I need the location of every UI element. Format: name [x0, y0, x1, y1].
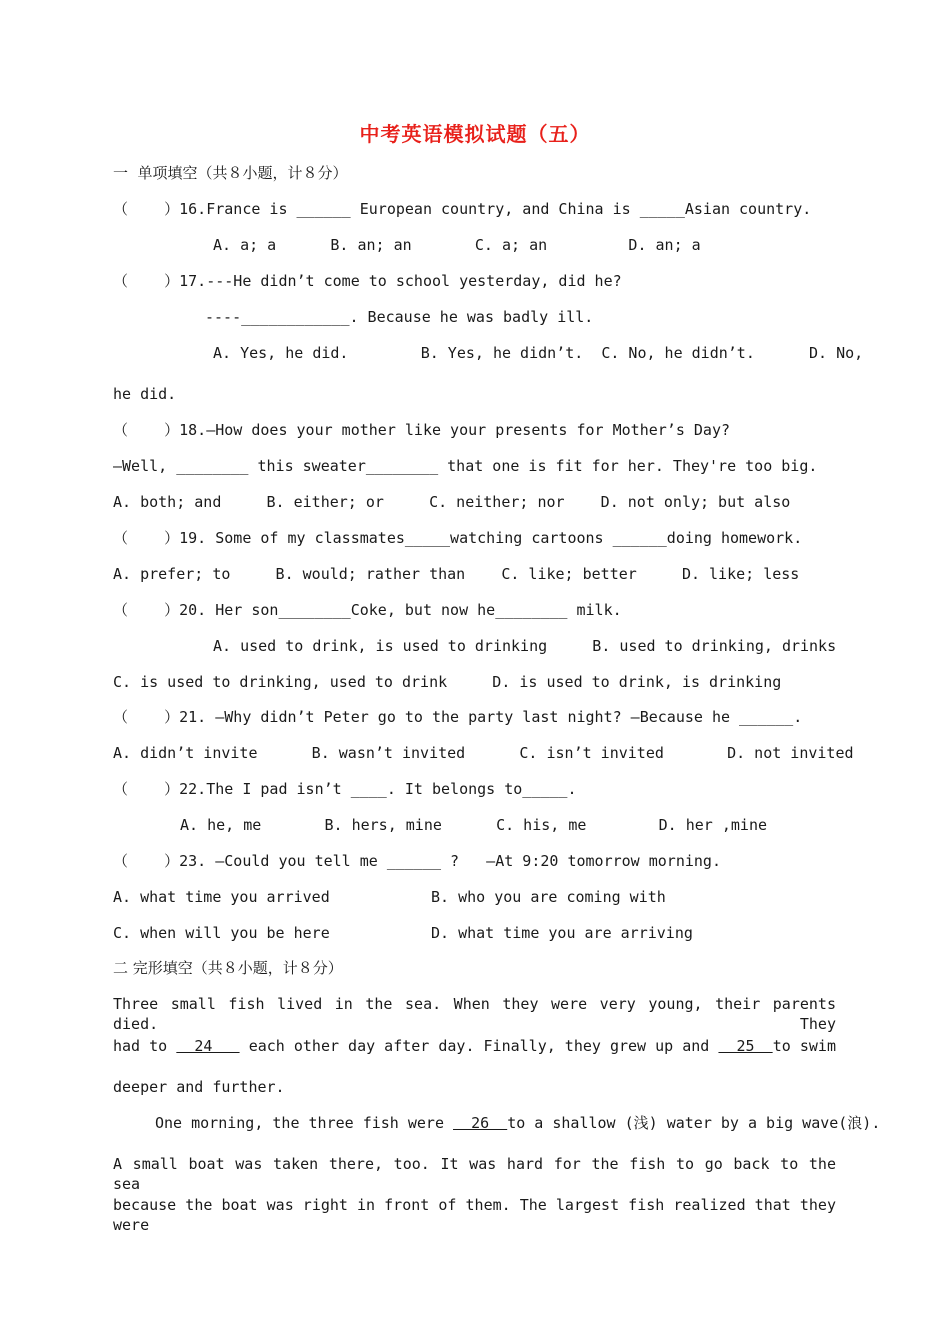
q20-options-1: A. used to drink, is used to drinking B. used to drinking, drinks [213, 637, 837, 655]
cloze-p2-line3: because the boat was right in front of them. The largest fish realized that they were [113, 1196, 836, 1234]
cloze-p1-line1: Three small fish lived in the sea. When they were very young, their parents died. They [113, 995, 836, 1033]
q23-option-b: B. who you are coming with [431, 888, 666, 906]
q22-stem: （ ）22.The I pad isn’t ____. It belongs to_____. [113, 780, 577, 798]
q18-stem: （ ）18.—How does your mother like your presents for Mother’s Day? [113, 421, 730, 439]
cloze-text: One morning, the three fish were [155, 1114, 454, 1132]
blank-26: 26 [453, 1114, 508, 1132]
cloze-p1-line3: deeper and further. [113, 1078, 285, 1096]
cloze-text: to swim [772, 1037, 836, 1055]
q23-option-d: D. what time you are arriving [431, 924, 693, 942]
q20-stem: （ ）20. Her son________Coke, but now he________ milk. [113, 601, 622, 619]
blank-25: 25 [718, 1037, 773, 1055]
q17-options: A. Yes, he did. B. Yes, he didn’t. C. No, he didn’t. D. No, [213, 344, 864, 362]
cloze-p2-line2: A small boat was taken there, too. It was hard for the fish to go back to the sea [113, 1155, 836, 1193]
q21-stem: （ ）21. –Why didn’t Peter go to the party last night? –Because he ______. [113, 708, 803, 726]
section1-heading: 一 单项填空（共８小题，计８分） [113, 164, 348, 182]
q16-options: A. a; a B. an; an C. a; an D. an; a [213, 236, 701, 254]
q18-reply: —Well, ________ this sweater________ that one is fit for her. They're too big. [113, 457, 818, 475]
q17-options-wrap: he did. [113, 385, 177, 403]
q18-options: A. both; and B. either; or C. neither; nor D. not only; but also [113, 493, 791, 511]
cloze-text: had to [113, 1037, 177, 1055]
q23-option-a: A. what time you arrived [113, 888, 330, 906]
q17-stem: （ ）17.---He didn’t come to school yesterday, did he? [113, 272, 622, 290]
q22-options: A. he, me B. hers, mine C. his, me D. her ,mine [180, 816, 767, 834]
cloze-text: to a shallow (浅) water by a big wave(浪). [507, 1114, 881, 1132]
q20-options-2: C. is used to drinking, used to drink D. is used to drink, is drinking [113, 673, 782, 691]
q23-stem: （ ）23. —Could you tell me ______ ? —At 9:20 tomorrow morning. [113, 852, 721, 870]
q21-options: A. didn’t invite B. wasn’t invited C. isn’t invited D. not invited [113, 744, 854, 762]
q16-stem: （ ）16.France is ______ European country, and China is _____Asian country. [113, 200, 812, 218]
section2-heading: 二 完形填空（共８小题，计８分） [113, 959, 343, 977]
cloze-text: each other day after day. Finally, they grew up and [239, 1037, 719, 1055]
cloze-p1-line2 [113, 1036, 836, 1056]
q19-options: A. prefer; to B. would; rather than C. like; better D. like; less [113, 565, 800, 583]
blank-24: 24 [176, 1037, 240, 1055]
q23-option-c: C. when will you be here [113, 924, 330, 942]
cloze-p2-line1 [155, 1113, 881, 1133]
page-title: 中考英语模拟试题（五） [359, 122, 591, 146]
q19-stem: （ ）19. Some of my classmates_____watching cartoons ______doing homework. [113, 529, 803, 547]
q17-answer-line: ----____________. Because he was badly ill. [205, 308, 594, 326]
